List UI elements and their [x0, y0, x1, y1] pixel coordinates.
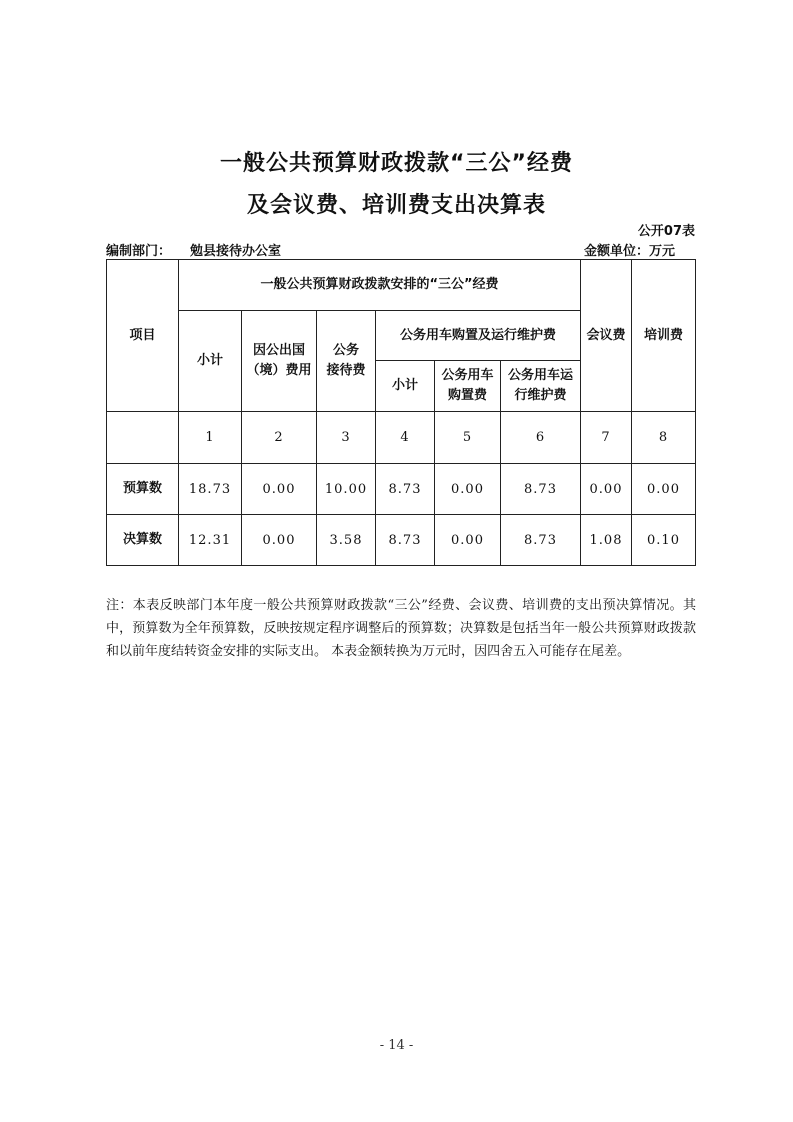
table-cell: 0.00 — [435, 464, 501, 515]
table-row-budget — [107, 464, 696, 515]
table-cell: 8.73 — [501, 515, 581, 566]
col-number: 5 — [435, 412, 501, 464]
col-number: 2 — [242, 412, 317, 464]
table-cell: 18.73 — [179, 464, 242, 515]
table-cell: 0.00 — [581, 464, 632, 515]
header-vehicle-purchase-line2: 购置费 — [447, 388, 487, 403]
header-reception — [317, 311, 376, 412]
col-number: 1 — [179, 412, 242, 464]
header-abroad-line2: （境）费用 — [246, 363, 312, 378]
header-abroad — [242, 311, 317, 412]
table-number: 公开07表 — [637, 224, 695, 239]
col-number-blank — [107, 412, 179, 464]
table-cell: 8.73 — [376, 515, 435, 566]
table-cell: 0.00 — [435, 515, 501, 566]
col-number: 4 — [376, 412, 435, 464]
row-label: 预算数 — [107, 464, 179, 515]
col-number: 6 — [501, 412, 581, 464]
table-cell: 8.73 — [501, 464, 581, 515]
header-vehicle-group: 公务用车购置及运行维护费 — [376, 311, 581, 361]
col-number: 7 — [581, 412, 632, 464]
expenditure-table — [106, 259, 696, 566]
table-cell: 12.31 — [179, 515, 242, 566]
header-subtotal: 小计 — [179, 311, 242, 412]
table-cell: 10.00 — [317, 464, 376, 515]
col-number: 3 — [317, 412, 376, 464]
table-cell: 8.73 — [376, 464, 435, 515]
header-item: 项目 — [107, 260, 179, 412]
header-training: 培训费 — [632, 260, 696, 412]
table-note: 注：本表反映部门本年度一般公共预算财政拨款“三公”经费、会议费、培训费的支出预决算情况。其中，预算数为全年预算数，反映按规定程序调整后的预算数；决算数是包括当年一般公共预算财政拨款和以前年度结转资金安排的实际支出。 本表金额转换为万元时，因四舍五入可能存在尾差。 — [106, 598, 696, 659]
header-vehicle-operation-line2: 行维护费 — [514, 388, 567, 403]
amount-unit: 金额单位：万元 — [583, 244, 675, 259]
department-label: 编制部门： — [106, 244, 172, 259]
table-cell: 0.00 — [632, 464, 696, 515]
table-cell: 0.00 — [242, 515, 317, 566]
table-row-final — [107, 515, 696, 566]
page-number: - 14 - — [379, 1038, 414, 1053]
page-title: 一般公共预算财政拨款“三公”经费 — [220, 151, 573, 176]
header-sangong-group: 一般公共预算财政拨款安排的“三公”经费 — [179, 260, 581, 311]
header-vehicle-purchase — [435, 361, 501, 412]
table-cell: 0.00 — [242, 464, 317, 515]
page-subtitle: 及会议费、培训费支出决算表 — [246, 193, 546, 218]
header-vehicle-purchase-line1: 公务用车 — [441, 368, 494, 383]
table-cell: 1.08 — [581, 515, 632, 566]
department-name: 勉县接待办公室 — [190, 244, 282, 259]
header-meeting: 会议费 — [581, 260, 632, 412]
row-label: 决算数 — [107, 515, 179, 566]
header-reception-line1: 公务 — [332, 343, 359, 358]
header-vehicle-operation-line1: 公务用车运 — [507, 368, 573, 383]
header-abroad-line1: 因公出国 — [252, 343, 305, 358]
table-cell: 3.58 — [317, 515, 376, 566]
header-vehicle-operation — [501, 361, 581, 412]
col-number: 8 — [632, 412, 696, 464]
header-reception-line2: 接待费 — [326, 363, 366, 378]
table-cell: 0.10 — [632, 515, 696, 566]
header-vehicle-subtotal: 小计 — [376, 361, 435, 412]
